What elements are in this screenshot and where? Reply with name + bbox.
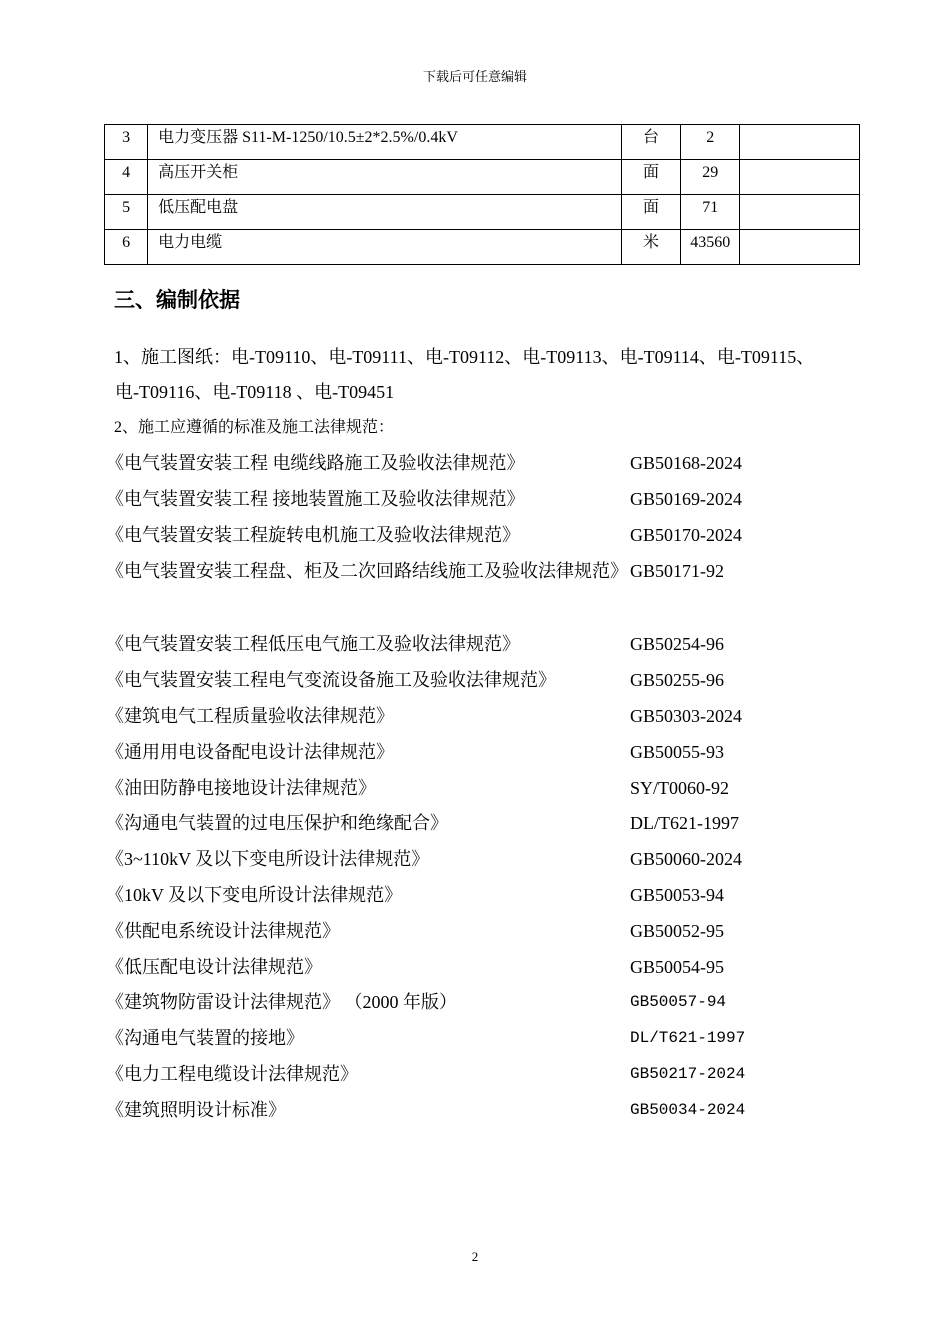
standard-code: GB50054-95 [630,957,724,977]
standard-code: GB50217-2024 [630,1065,746,1083]
standard-code: DL/T621-1997 [630,1029,746,1047]
standard-name: 《电气装置安装工程电气变流设备施工及验收法律规范》 [106,670,556,690]
standard-code: GB50052-95 [630,921,724,941]
standard-code: GB50034-2024 [630,1101,746,1119]
standard-name: 《建筑电气工程质量验收法律规范》 [106,706,394,726]
standard-name: 《低压配电设计法律规范》 [106,957,322,977]
table-row [105,230,860,265]
item-quantity: 71 [681,195,740,230]
page-number: 2 [471,1249,479,1264]
standard-name: 《电气装置安装工程低压电气施工及验收法律规范》 [106,634,520,654]
item-name: 电力变压器 S11-M-1250/10.5±2*2.5%/0.4kV [148,125,621,160]
standard-code: GB50060-2024 [630,849,742,869]
standard-name: 《建筑照明设计标准》 [106,1100,286,1120]
item-name: 低压配电盘 [148,195,621,230]
row-number: 6 [105,230,148,265]
standard-name: 《电气装置安装工程旋转电机施工及验收法律规范》 [106,525,520,545]
standard-code: GB50170-2024 [630,525,742,545]
row-number: 4 [105,160,148,195]
item-quantity: 43560 [681,230,740,265]
standard-name: 《建筑物防雷设计法律规范》 （2000 年版） [106,992,457,1012]
item-name: 高压开关柜 [148,160,621,195]
standard-code: GB50053-94 [630,885,724,905]
standard-code: SY/T0060-92 [630,778,729,798]
standard-code: GB50255-96 [630,670,724,690]
standard-code: GB50254-96 [630,634,724,654]
item-unit: 台 [621,125,681,160]
item-unit: 面 [621,160,681,195]
item-unit: 米 [621,230,681,265]
standard-code: GB50168-2024 [630,453,742,473]
item-note [740,160,860,195]
row-number: 3 [105,125,148,160]
standard-name: 《油田防静电接地设计法律规范》 [106,778,376,798]
standard-name: 《电气装置安装工程 接地装置施工及验收法律规范》 [106,489,525,509]
table-row [105,195,860,230]
equipment-table [104,124,860,265]
standard-name: 《电气装置安装工程 电缆线路施工及验收法律规范》 [106,453,525,473]
drawings-paragraph-line-1: 1、施工图纸：电-T09110、电-T09111、电-T09112、电-T09113、电-T09114、电-T09115、 [114,347,815,367]
standard-code: GB50171-92 [630,561,724,581]
standards-intro: 2、施工应遵循的标准及施工法律规范： [114,419,395,436]
standard-code: GB50169-2024 [630,489,742,509]
item-note [740,230,860,265]
item-name: 电力电缆 [148,230,621,265]
drawings-paragraph-line-2: 电-T09116、电-T09118 、电-T09451 [115,382,395,402]
item-quantity: 2 [681,125,740,160]
standard-name: 《通用用电设备配电设计法律规范》 [106,742,394,762]
standard-code: DL/T621-1997 [630,813,739,833]
standard-name: 《3~110kV 及以下变电所设计法律规范》 [106,849,430,869]
table-row [105,160,860,195]
standard-name: 《沟通电气装置的接地》 [106,1028,304,1048]
standard-code: GB50055-93 [630,742,724,762]
item-note [740,195,860,230]
item-quantity: 29 [681,160,740,195]
standard-code: GB50057-94 [630,993,727,1011]
standard-name: 《供配电系统设计法律规范》 [106,921,340,941]
standard-item [106,559,866,619]
page-header: 下载后可任意编辑 [422,70,527,85]
item-unit: 面 [621,195,681,230]
standard-name: 《电气装置安装工程盘、柜及二次回路结线施工及验收法律规范》 [106,561,628,581]
standard-name: 《电力工程电缆设计法律规范》 [106,1064,358,1084]
row-number: 5 [105,195,148,230]
item-note [740,125,860,160]
standard-name: 《10kV 及以下变电所设计法律规范》 [106,885,403,905]
standard-code: GB50303-2024 [630,706,742,726]
standard-name: 《沟通电气装置的过电压保护和绝缘配合》 [106,813,448,833]
table-row [105,125,860,160]
section-heading: 三、编制依据 [114,288,240,312]
